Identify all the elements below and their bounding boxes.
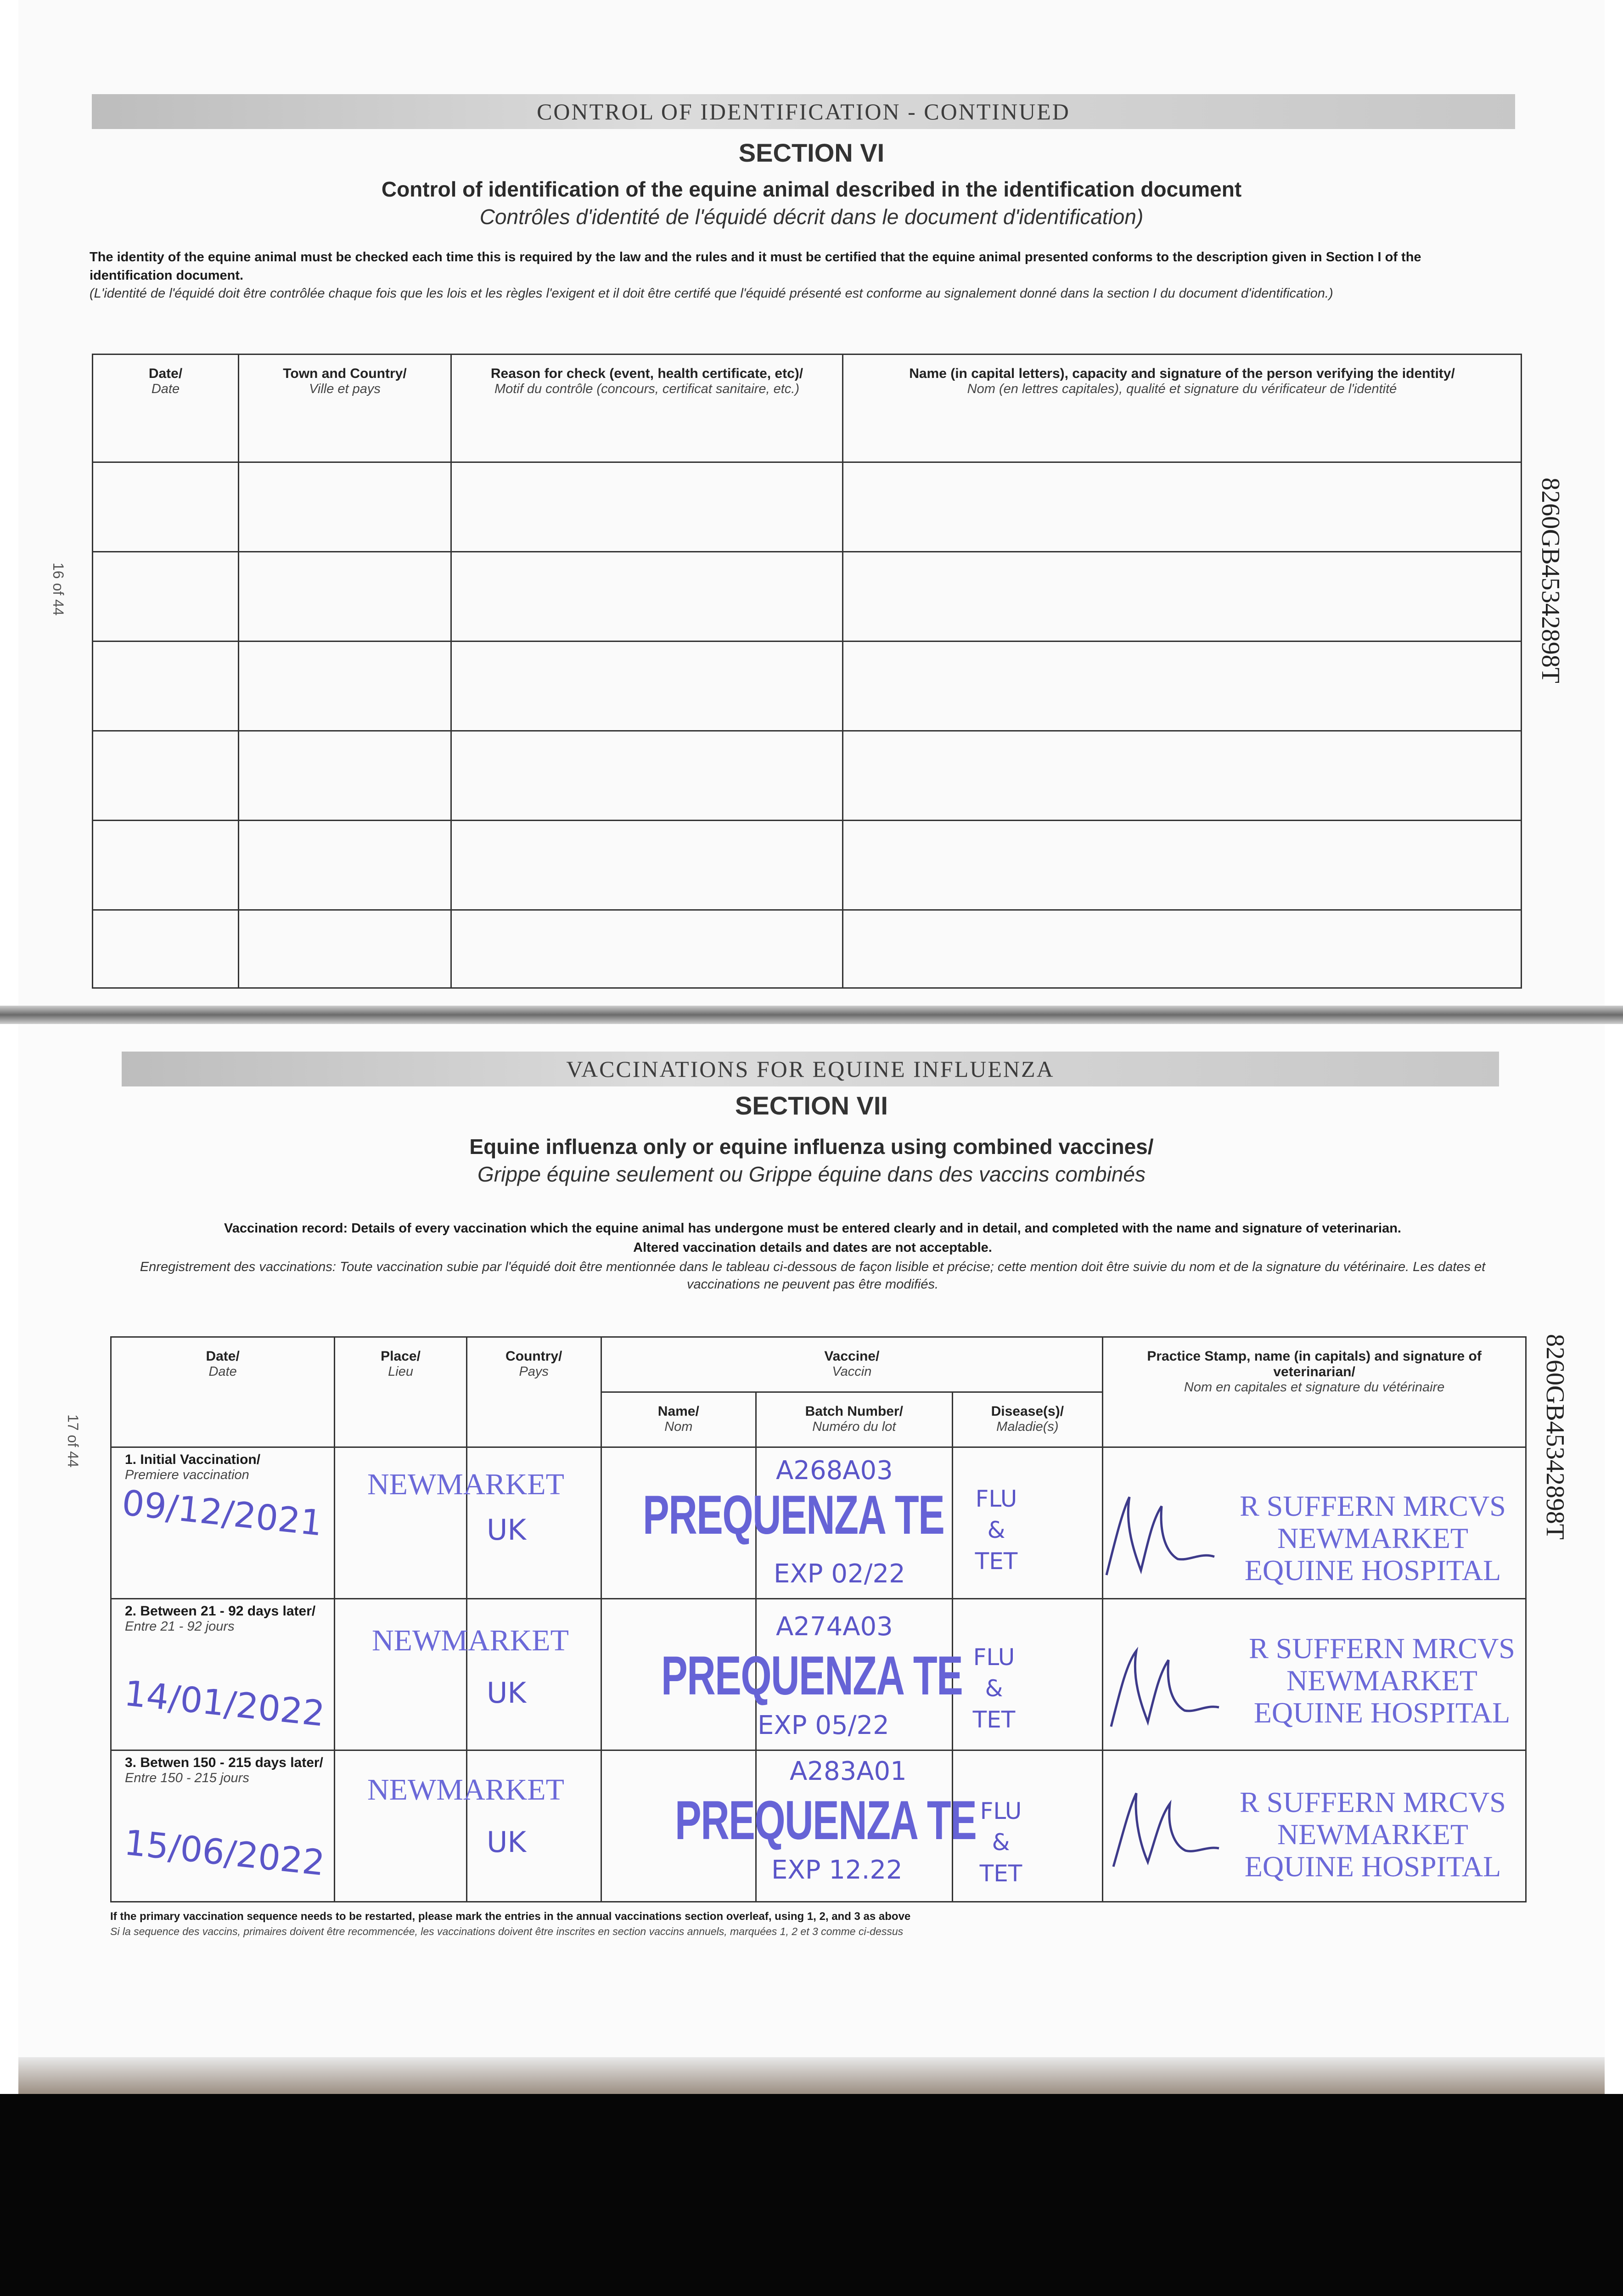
col-stamp-header: Practice Stamp, name (in capitals) and signature of veterinarian/ Nom en capitales et signature du vétérinaire: [1103, 1337, 1526, 1447]
verifier-cell[interactable]: [843, 552, 1522, 642]
section7-heading: SECTION VII: [735, 1091, 888, 1120]
row-3-label: 3. Betwen 150 - 215 days later/ Entre 150 - 215 jours: [125, 1755, 323, 1785]
section7-banner: VACCINATIONS FOR EQUINE INFLUENZA: [122, 1052, 1499, 1086]
reason-cell[interactable]: [451, 731, 843, 821]
row-2-signature: [1102, 1635, 1221, 1740]
col-name-header: Name (in capital letters), capacity and signature of the person verifying the identity/ Nom (en lettres capitales), qualité et signature du vérificateur de l'identité: [843, 355, 1522, 462]
col-disease-header: Disease(s)/ Maladie(s): [952, 1392, 1103, 1447]
verifier-cell[interactable]: [843, 462, 1522, 552]
row-1-date: 09/12/2021: [120, 1482, 325, 1544]
section6-banner: CONTROL OF IDENTIFICATION - CONTINUED: [92, 94, 1515, 129]
town-cell[interactable]: [239, 642, 451, 731]
row-2-vaccine-stamp: PREQUENZA TE: [661, 1645, 963, 1706]
scan-background: [0, 2094, 1623, 2296]
row-2-date: 14/01/2022: [122, 1672, 327, 1734]
section6-intro-fr: (L'identité de l'équidé doit être contrôlée chaque fois que les lois et les règles l'exigent et il doit être certifé que l'équidé présenté est conforme au signalement donné dans la section I du document d'identification.): [90, 286, 1333, 301]
verifier-cell[interactable]: [843, 642, 1522, 731]
date-cell[interactable]: [93, 731, 239, 821]
row-3-vaccine-stamp: PREQUENZA TE: [675, 1790, 977, 1851]
document-number-bottom: 8260GB45342898T: [1541, 1334, 1569, 1540]
verifier-cell[interactable]: [843, 821, 1522, 910]
row-3-date: 15/06/2022: [122, 1822, 327, 1884]
section7-intro-en-1: Vaccination record: Details of every vaccination which the equine animal has undergone must be entered clearly and in detail, and completed with the name and signature of veterinarian.: [224, 1221, 1401, 1236]
row-2-expiry: EXP 05/22: [758, 1711, 889, 1740]
town-cell[interactable]: [239, 731, 451, 821]
row-2-vet-stamp: R SUFFERN MRCVS NEWMARKET EQUINE HOSPITAL: [1249, 1632, 1515, 1729]
table-row: [93, 821, 1522, 910]
row-3-vet-stamp: R SUFFERN MRCVS NEWMARKET EQUINE HOSPITAL: [1240, 1786, 1506, 1883]
section7-footer-fr: Si la sequence des vaccins, primaires doivent être recommencée, les vaccinations doivent être inscrites en section vaccins annuels, marquées 1, 2 et 3 comme ci-dessus: [110, 1925, 904, 1937]
table-row: [93, 731, 1522, 821]
row-2-batch: A274A03: [776, 1612, 893, 1642]
town-cell[interactable]: [239, 462, 451, 552]
row-1-signature: [1097, 1483, 1217, 1589]
row-1-country: UK: [487, 1513, 527, 1547]
date-cell[interactable]: [93, 642, 239, 731]
row-1-disease: FLU & TET: [975, 1486, 1018, 1575]
row-1-label: 1. Initial Vaccination/ Premiere vaccination: [125, 1452, 261, 1482]
reason-cell[interactable]: [451, 821, 843, 910]
page-number-17: 17 of 44: [65, 1414, 81, 1468]
col-vaccine-header: Vaccine/ Vaccin: [601, 1337, 1103, 1392]
col-place-header: Place/ Lieu: [335, 1337, 467, 1447]
table-row: [93, 642, 1522, 731]
section6-title-en: Control of identification of the equine animal described in the identification document: [381, 177, 1242, 201]
row-3-disease: FLU & TET: [979, 1798, 1022, 1887]
col-town-header: Town and Country/ Ville et pays: [239, 355, 451, 462]
row-3-expiry: EXP 12.22: [771, 1855, 903, 1885]
date-cell[interactable]: [93, 821, 239, 910]
row-2-label: 2. Between 21 - 92 days later/ Entre 21 - 92 jours: [125, 1604, 316, 1634]
reason-cell[interactable]: [451, 462, 843, 552]
row-1-vaccine-stamp: PREQUENZA TE: [643, 1484, 944, 1546]
verifier-cell[interactable]: [843, 910, 1522, 988]
town-cell[interactable]: [239, 821, 451, 910]
row-2-country: UK: [487, 1676, 527, 1710]
reason-cell[interactable]: [451, 552, 843, 642]
col-vaccine-name-header: Name/ Nom: [601, 1392, 756, 1447]
section7-title-en: Equine influenza only or equine influenza using combined vaccines/: [469, 1135, 1154, 1159]
table-row: [93, 910, 1522, 988]
book-edge: [18, 2057, 1605, 2094]
section6-intro-en: The identity of the equine animal must be checked each time this is required by the law and the rules and it must be certified that the equine animal presented conforms to the description given in Section I of the identification document.: [90, 250, 1421, 283]
date-cell[interactable]: [93, 462, 239, 552]
verifier-cell[interactable]: [843, 731, 1522, 821]
col-batch-header: Batch Number/ Numéro du lot: [756, 1392, 952, 1447]
col-date-header: Date/ Date: [93, 355, 239, 462]
row-2-place-stamp: NEWMARKET: [372, 1624, 569, 1657]
row-1-place-stamp: NEWMARKET: [367, 1468, 564, 1501]
town-cell[interactable]: [239, 552, 451, 642]
col-country-header: Country/ Pays: [466, 1337, 601, 1447]
col-reason-header: Reason for check (event, health certificate, etc)/ Motif du contrôle (concours, certificat sanitaire, etc.): [451, 355, 843, 462]
town-cell[interactable]: [239, 910, 451, 988]
row-3-batch: A283A01: [790, 1756, 907, 1786]
section7-intro-fr: Enregistrement des vaccinations: Toute vaccination subie par l'équidé doit être mentionnée dans le tableau ci-dessous de façon lisible et précise; cette mention doit être suivie du nom et de la signature du vétérinaire. Les dates et vaccinations ne peuvent pas être modifiés.: [140, 1260, 1486, 1292]
table-row: [93, 462, 1522, 552]
row-3-country: UK: [487, 1825, 527, 1859]
col-date-header: Date/ Date: [111, 1337, 335, 1447]
section7-footer-en: If the primary vaccination sequence needs to be restarted, please mark the entries in the annual vaccinations section overleaf, using 1, 2, and 3 as above: [110, 1910, 911, 1923]
table-row: [93, 552, 1522, 642]
section6-title-fr: Contrôles d'identité de l'équidé décrit dans le document d'identification): [479, 205, 1144, 229]
section7-title-fr: Grippe équine seulement ou Grippe équine dans des vaccins combinés: [477, 1162, 1146, 1186]
identification-check-table: [92, 354, 1522, 989]
date-cell[interactable]: [93, 910, 239, 988]
row-1-expiry: EXP 02/22: [774, 1559, 905, 1589]
row-2-disease: FLU & TET: [972, 1644, 1016, 1733]
date-cell[interactable]: [93, 552, 239, 642]
book-gutter: [0, 1006, 1623, 1024]
row-3-place-stamp: NEWMARKET: [367, 1773, 564, 1806]
page-number-16: 16 of 44: [50, 563, 67, 616]
row-1-batch: A268A03: [776, 1456, 893, 1486]
reason-cell[interactable]: [451, 910, 843, 988]
row-1-vet-stamp: R SUFFERN MRCVS NEWMARKET EQUINE HOSPITAL: [1240, 1490, 1506, 1587]
document-number-top: 8260GB45342898T: [1536, 478, 1565, 683]
row-3-signature: [1102, 1777, 1221, 1883]
section7-intro-en-2: Altered vaccination details and dates are not acceptable.: [633, 1240, 992, 1255]
reason-cell[interactable]: [451, 642, 843, 731]
section6-heading: SECTION VI: [738, 138, 885, 167]
